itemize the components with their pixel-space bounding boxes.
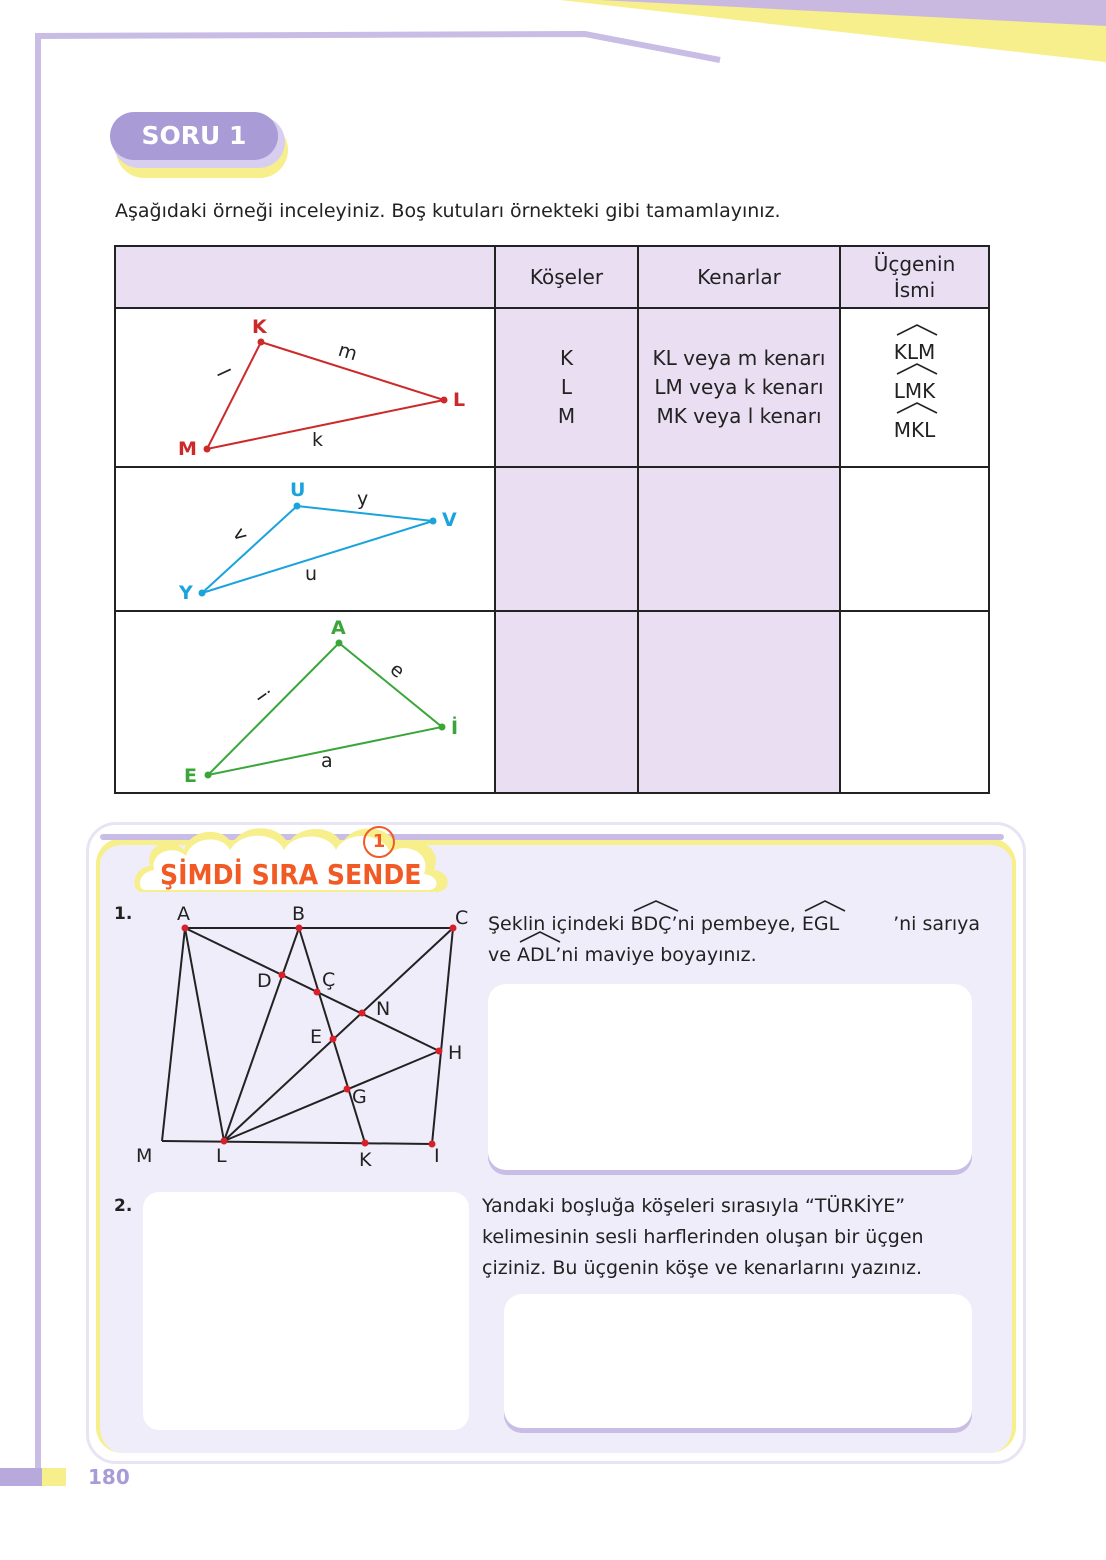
q1-text: Şeklin içindeki BDÇ’ni pembeye, EGL ’ni sarıya ve ADL’ni maviye boyayınız. [488,909,980,971]
point-c-cedilla: Ç [322,969,336,991]
label-u: U [290,479,306,501]
header-name-line2: İsmi [893,278,936,302]
point-i: I [434,1145,440,1167]
triangle-aie [116,612,494,788]
header-blank [115,246,495,308]
triangle-name-2: LMK [894,372,936,411]
header-vertices: Köşeler [495,246,638,308]
soru-badge [110,112,290,182]
answer-edges-uvy[interactable] [638,467,840,611]
edge-1: KL veya m kenarı [652,346,826,370]
q2-answer-box[interactable] [504,1294,972,1428]
point-d: D [257,970,272,992]
edge-2: LM veya k kenarı [654,375,824,399]
triangle-table [114,245,990,794]
point-a: A [177,903,190,925]
q2-text [482,1191,980,1284]
example-edges [638,308,840,467]
example-vertices [495,308,638,467]
edge-3: MK veya l kenarı [656,404,822,428]
label-v: V [442,509,457,531]
label-side-m: m [335,338,360,366]
point-l: L [216,1145,227,1167]
example-names [840,308,989,467]
example-triangle-cell [115,308,495,467]
arc-bdc: BDÇ [631,909,672,940]
label-i: İ [451,717,459,739]
geometry-figure [130,896,480,1176]
intro-text: Aşağıdaki örneği inceleyiniz. Boş kutuları örnekteki gibi tamamlayınız. [115,200,781,222]
q1-answer-box[interactable] [488,984,972,1170]
arc-adl: ADL [517,940,555,971]
label-e: E [184,765,197,787]
answer-edges-aie[interactable] [638,611,840,793]
answer-name-uvy[interactable] [840,467,989,611]
point-m: M [136,1145,153,1167]
triangle-klm [116,309,494,462]
point-n: N [376,998,391,1020]
q2-label: 2. [114,1196,133,1216]
label-side-u: u [305,563,318,585]
triangle-name-3: MKL [894,411,936,450]
label-side-i: i [252,687,274,705]
answer-vertices-aie[interactable] [495,611,638,793]
answer-name-aie[interactable] [840,611,989,793]
label-y: Y [179,582,193,604]
header-name [840,246,989,308]
q2-line-1: Yandaki boşluğa köşeleri sırasıyla “TÜRKİYE” [482,1195,906,1217]
point-k: K [359,1149,372,1171]
vertex-3: M [557,404,576,428]
label-side-e: e [385,658,409,683]
header-name-line1: Üçgenin [873,252,956,276]
section-title: ŞİMDİ SIRA SENDE [160,858,422,891]
triangle-aie-cell [115,611,495,793]
badge-label: SORU 1 [110,112,278,160]
q1-label: 1. [114,904,133,924]
q2-line-2: kelimesinin sesli harflerinden oluşan bir üçgen [482,1226,924,1248]
point-h: H [448,1042,463,1064]
q2-drawing-box[interactable] [143,1192,469,1430]
page-number: 180 [88,1465,130,1489]
q2-line-3: çiziniz. Bu üçgenin köşe ve kenarlarını yazınız. [482,1257,923,1279]
header-edges: Kenarlar [638,246,840,308]
triangle-name-1: KLM [894,333,936,372]
point-e: E [310,1026,323,1048]
arc-egl: EGL [802,909,839,940]
label-m: M [178,438,197,460]
section-number: 1 [363,826,395,858]
label-a: A [331,617,346,639]
triangle-uvy [116,468,494,606]
point-g: G [352,1086,367,1108]
label-side-a: a [321,750,333,772]
label-side-k: k [312,429,324,451]
label-side-l: l [211,365,235,380]
label-side-v: v [228,523,253,546]
point-c: C [455,907,469,929]
vertex-2: L [560,375,573,399]
answer-vertices-uvy[interactable] [495,467,638,611]
triangle-uvy-cell [115,467,495,611]
label-l: L [453,389,466,411]
label-k: K [252,316,267,338]
point-b: B [292,903,306,925]
vertex-1: K [559,346,574,370]
label-side-y: y [357,488,369,510]
